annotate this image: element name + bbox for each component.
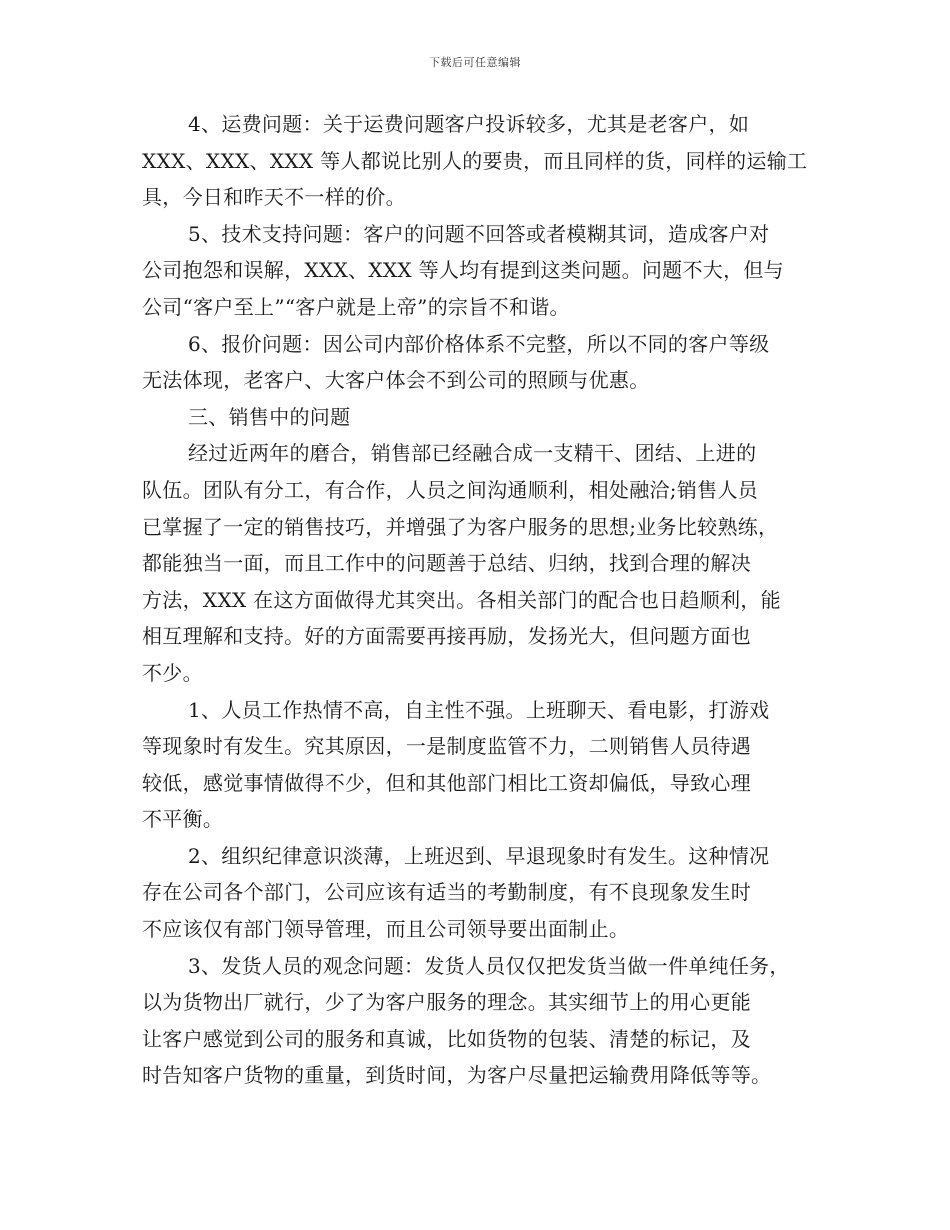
text-line: XXX、XXX、XXX 等人都说比别人的要贵，而且同样的货，同样的运输工 (142, 148, 808, 173)
text-line: 相互理解和支持。好的方面需要再接再励，发扬光大，但问题方面也 (142, 624, 751, 649)
text-line: 让客户感觉到公司的服务和真诚，比如货物的包装、清楚的标记，及 (142, 1026, 751, 1051)
text-line: 不少。 (142, 660, 203, 685)
text-line: 队伍。团队有分工，有合作，人员之间沟通顺利，相处融洽;销售人员 (142, 477, 759, 502)
text-line: 2、组织纪律意识淡薄，上班迟到、早退现象时有发生。这种情况 (188, 843, 770, 868)
text-line: 不应该仅有部门领导管理，而且公司领导要出面制止。 (142, 917, 630, 942)
text-line: 经过近两年的磨合，销售部已经融合成一支精干、团结、上进的 (188, 441, 757, 466)
text-line: 公司抱怨和误解，XXX、XXX 等人均有提到这类问题。问题不大，但与 (142, 258, 784, 283)
text-line: 等现象时有发生。究其原因，一是制度监管不力，二则销售人员待遇 (142, 734, 751, 759)
text-line: 公司“客户至上”“客户就是上帝”的宗旨不和谐。 (142, 294, 570, 319)
document-body (142, 106, 812, 1094)
text-line: 具，今日和昨天不一样的价。 (142, 185, 406, 210)
text-line: 方法，XXX 在这方面做得尤其突出。各相关部门的配合也日趋顺利，能 (142, 587, 781, 612)
text-line: 无法体现，老客户、大客户体会不到公司的照顾与优惠。 (142, 368, 650, 393)
text-line: 6、报价问题：因公司内部价格体系不完整，所以不同的客户等级 (188, 331, 770, 356)
page-header: 下载后可任意编辑 (429, 56, 521, 69)
text-line: 已掌握了一定的销售技巧，并增强了为客户服务的思想;业务比较熟练， (142, 514, 779, 539)
text-line: 都能独当一面，而且工作中的问题善于总结、归纳，找到合理的解决 (142, 551, 751, 576)
text-line: 以为货物出厂就行，少了为客户服务的理念。其实细节上的用心更能 (142, 990, 751, 1015)
text-line: 不平衡。 (142, 807, 224, 832)
text-line: 5、技术支持问题：客户的问题不回答或者模糊其词，造成客户对 (188, 221, 770, 246)
text-line: 1、人员工作热情不高，自主性不强。上班聊天、看电影，打游戏 (188, 697, 770, 722)
text-line: 时告知客户货物的重量，到货时间，为客户尽量把运输费用降低等等。 (142, 1063, 772, 1088)
text-line: 3、发货人员的观念问题：发货人员仅仅把发货当做一件单纯任务， (188, 953, 790, 978)
text-line: 三、销售中的问题 (188, 404, 351, 429)
text-line: 较低，感觉事情做得不少，但和其他部门相比工资却偏低，导致心理 (142, 770, 751, 795)
text-line: 存在公司各个部门，公司应该有适当的考勤制度，有不良现象发生时 (142, 880, 751, 905)
text-line: 4、运费问题：关于运费问题客户投诉较多，尤其是老客户，如 (188, 112, 750, 136)
